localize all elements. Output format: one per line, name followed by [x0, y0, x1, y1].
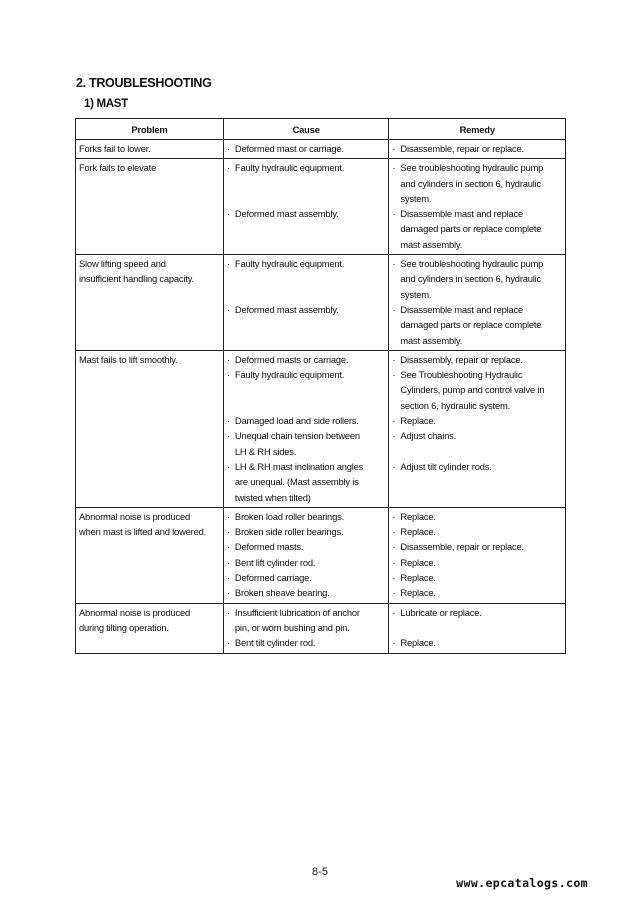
bullet [392, 237, 400, 252]
bullet: · [392, 526, 396, 538]
remedy-item [392, 509, 562, 524]
remedy-item [392, 221, 562, 236]
bullet: · [226, 353, 230, 365]
spacer [227, 191, 386, 206]
problem-cell [76, 350, 224, 507]
remedy-item [392, 585, 562, 600]
cause-item [227, 635, 386, 650]
bullet [392, 317, 400, 332]
cause-item [227, 585, 386, 600]
remedy-item [392, 237, 562, 252]
problem-cell [76, 140, 224, 159]
troubleshooting-table [75, 118, 566, 654]
problem-text: Abnormal noise is produced [79, 606, 191, 618]
problem-cell [76, 159, 224, 255]
bullet: · [392, 415, 396, 427]
cause-text: Damaged load and side rollers. [234, 415, 359, 427]
bullet: · [392, 369, 396, 381]
remedy-cell [389, 507, 566, 603]
remedy-item [392, 317, 562, 332]
cause-item [227, 490, 386, 505]
cause-item [227, 605, 386, 620]
table-header-row [76, 119, 566, 140]
cause-item [227, 539, 386, 554]
remedy-text: mast assembly. [400, 238, 463, 250]
problem-text: Abnormal noise is produced [79, 510, 191, 522]
cause-item [227, 444, 386, 459]
cause-item [227, 206, 386, 221]
remedy-text: Adjust tilt cylinder rods. [400, 460, 492, 472]
cause-text: Deformed masts or carriage. [234, 353, 349, 365]
cause-item [227, 509, 386, 524]
bullet: · [392, 208, 396, 220]
remedy-text: Replace. [400, 526, 436, 538]
cause-item [227, 302, 386, 317]
remedy-cell [389, 350, 566, 507]
cause-text: Insufficient lubrication of anchor [234, 606, 360, 618]
cause-text: Deformed carriage. [234, 572, 312, 584]
remedy-text: and cylinders in section 6, hydraulic [400, 177, 542, 189]
remedy-text: Disassemble, repair or replace. [400, 541, 524, 553]
remedy-item [392, 191, 562, 206]
table-row [76, 603, 566, 653]
remedy-item [392, 635, 562, 650]
cause-text: Unequal chain tension between [234, 430, 360, 442]
bullet [227, 490, 235, 505]
remedy-item [392, 176, 562, 191]
remedy-text: damaged parts or replace complete [400, 319, 542, 331]
bullet: · [226, 430, 230, 442]
remedy-item [392, 333, 562, 348]
remedy-item [392, 459, 562, 474]
bullet: · [392, 510, 396, 522]
spacer [227, 176, 386, 191]
cause-cell [223, 603, 389, 653]
cause-text: twisted when tilted) [234, 491, 311, 503]
remedy-item [392, 256, 562, 271]
bullet [392, 221, 400, 236]
table-row [76, 507, 566, 603]
cause-text: Bent tilt cylinder rod. [234, 637, 316, 649]
bullet: · [226, 526, 230, 538]
remedy-text: Replace. [400, 637, 436, 649]
bullet: · [392, 353, 396, 365]
bullet: · [392, 430, 396, 442]
cause-item [227, 570, 386, 585]
cause-item [227, 352, 386, 367]
remedy-item [392, 605, 562, 620]
bullet: · [226, 460, 230, 472]
cause-text: Deformed mast assembly. [234, 303, 339, 315]
remedy-text: Replace. [400, 415, 436, 427]
bullet: · [392, 303, 396, 315]
bullet: · [226, 572, 230, 584]
bullet: · [392, 143, 396, 154]
remedy-text: Cylinders, pump and control valve in [400, 384, 545, 396]
remedy-item [392, 352, 562, 367]
remedy-item [392, 206, 562, 221]
bullet: · [226, 510, 230, 522]
remedy-text: mast assembly. [400, 334, 463, 346]
remedy-item [392, 398, 562, 413]
cause-text: Faulty hydraulic equipment. [234, 162, 345, 174]
cause-item [227, 413, 386, 428]
bullet: · [226, 415, 230, 427]
watermark: www.epcatalogs.com [456, 876, 588, 890]
cause-text: Faulty hydraulic equipment. [234, 369, 345, 381]
header-cause: Cause [223, 119, 389, 140]
bullet: · [226, 606, 230, 618]
bullet [227, 620, 235, 635]
cause-cell [223, 507, 389, 603]
spacer [227, 382, 386, 397]
cause-text: Deformed masts. [234, 541, 304, 553]
bullet [227, 474, 235, 489]
bullet [392, 176, 400, 191]
remedy-text: Disassemble, repair or replace. [400, 143, 524, 154]
cause-cell [223, 159, 389, 255]
section-title: 2. TROUBLESHOOTING [76, 76, 212, 90]
remedy-text: damaged parts or replace complete [400, 223, 542, 235]
cause-item [227, 620, 386, 635]
cause-item [227, 459, 386, 474]
bullet [392, 287, 400, 302]
spacer [392, 444, 562, 459]
remedy-item [392, 382, 562, 397]
problem-text: Mast fails to lift smoothly. [79, 353, 178, 365]
bullet: · [392, 587, 396, 599]
table-row [76, 255, 566, 351]
bullet: · [392, 572, 396, 584]
table-row [76, 140, 566, 159]
remedy-cell [389, 159, 566, 255]
remedy-item [392, 524, 562, 539]
bullet [227, 444, 235, 459]
bullet: · [226, 556, 230, 568]
cause-item [227, 367, 386, 382]
remedy-text: system. [400, 288, 432, 300]
problem-text: during tilting operation. [79, 621, 169, 633]
remedy-text: Adjust chains. [400, 430, 456, 442]
remedy-item [392, 413, 562, 428]
remedy-item [392, 570, 562, 585]
cause-text: Bent lift cylinder rod. [234, 556, 316, 568]
problem-cell [76, 255, 224, 351]
remedy-text: See troubleshooting hydraulic pump [400, 258, 544, 270]
problem-text: Forks fail to lower. [79, 143, 151, 154]
remedy-item [392, 141, 562, 156]
bullet: · [392, 541, 396, 553]
problem-cell [76, 603, 224, 653]
cause-text: Faulty hydraulic equipment. [234, 258, 345, 270]
cause-text: LH & RH sides. [234, 445, 297, 457]
cause-item [227, 474, 386, 489]
cause-text: Broken side roller bearings. [234, 526, 344, 538]
bullet [392, 271, 400, 286]
cause-item [227, 524, 386, 539]
bullet: · [226, 587, 230, 599]
cause-item [227, 256, 386, 271]
remedy-text: See Troubleshooting Hydraulic [400, 369, 523, 381]
remedy-text: Replace. [400, 587, 436, 599]
cause-item [227, 428, 386, 443]
bullet: · [226, 369, 230, 381]
remedy-item [392, 302, 562, 317]
bullet: · [226, 541, 230, 553]
remedy-item [392, 428, 562, 443]
bullet: · [226, 637, 230, 649]
page-number: 8-5 [312, 866, 328, 878]
subsection-title: 1) MAST [84, 98, 128, 110]
bullet: · [392, 637, 396, 649]
cause-cell [223, 255, 389, 351]
remedy-item [392, 367, 562, 382]
header-remedy: Remedy [389, 119, 566, 140]
remedy-text: Disassemble mast and replace [400, 208, 524, 220]
cause-text: LH & RH mast inclination angles [234, 460, 364, 472]
remedy-text: Disassemble mast and replace [400, 303, 524, 315]
bullet [392, 382, 400, 397]
remedy-text: Replace. [400, 572, 436, 584]
remedy-item [392, 287, 562, 302]
bullet [392, 333, 400, 348]
cause-text: Deformed mast or carriage. [234, 143, 344, 154]
spacer [227, 271, 386, 286]
problem-text: Fork fails to elevate [79, 162, 157, 174]
remedy-cell [389, 140, 566, 159]
bullet: · [392, 556, 396, 568]
table-row [76, 159, 566, 255]
remedy-item [392, 271, 562, 286]
bullet [392, 191, 400, 206]
table-row [76, 350, 566, 507]
remedy-text: and cylinders in section 6, hydraulic [400, 273, 542, 285]
bullet [392, 398, 400, 413]
cause-text: are unequal. (Mast assembly is [234, 476, 359, 488]
bullet: · [392, 258, 396, 270]
spacer [227, 287, 386, 302]
remedy-text: Lubricate or replace. [400, 606, 482, 618]
cause-text: Broken sheave bearing. [234, 587, 330, 599]
cause-text: Broken load roller bearings. [234, 510, 344, 522]
remedy-item [392, 539, 562, 554]
remedy-text: Replace. [400, 510, 436, 522]
remedy-text: system. [400, 192, 432, 204]
problem-text: Slow lifting speed and [79, 258, 166, 270]
remedy-cell [389, 255, 566, 351]
bullet: · [226, 258, 230, 270]
bullet: · [226, 143, 230, 154]
cause-text: Deformed mast assembly. [234, 208, 339, 220]
remedy-text: See troubleshooting hydraulic pump [400, 162, 544, 174]
remedy-text: section 6, hydraulic system. [400, 399, 510, 411]
spacer [227, 398, 386, 413]
remedy-text: Replace. [400, 556, 436, 568]
problem-cell [76, 507, 224, 603]
bullet: · [392, 606, 396, 618]
bullet: · [392, 162, 396, 174]
bullet: · [226, 303, 230, 315]
header-problem: Problem [76, 119, 224, 140]
bullet: · [392, 460, 396, 472]
problem-text: when mast is lifted and lowered. [79, 526, 207, 538]
remedy-text: Disassembly, repair or replace. [400, 353, 523, 365]
remedy-item [392, 160, 562, 175]
cause-cell [223, 140, 389, 159]
problem-text: insufficient handling capacity. [79, 273, 194, 285]
cause-cell [223, 350, 389, 507]
bullet: · [226, 208, 230, 220]
cause-text: pin, or worn bushing and pin. [234, 621, 350, 633]
cause-item [227, 141, 386, 156]
cause-item [227, 160, 386, 175]
remedy-cell [389, 603, 566, 653]
cause-item [227, 555, 386, 570]
bullet: · [226, 162, 230, 174]
remedy-item [392, 555, 562, 570]
spacer [392, 620, 562, 635]
